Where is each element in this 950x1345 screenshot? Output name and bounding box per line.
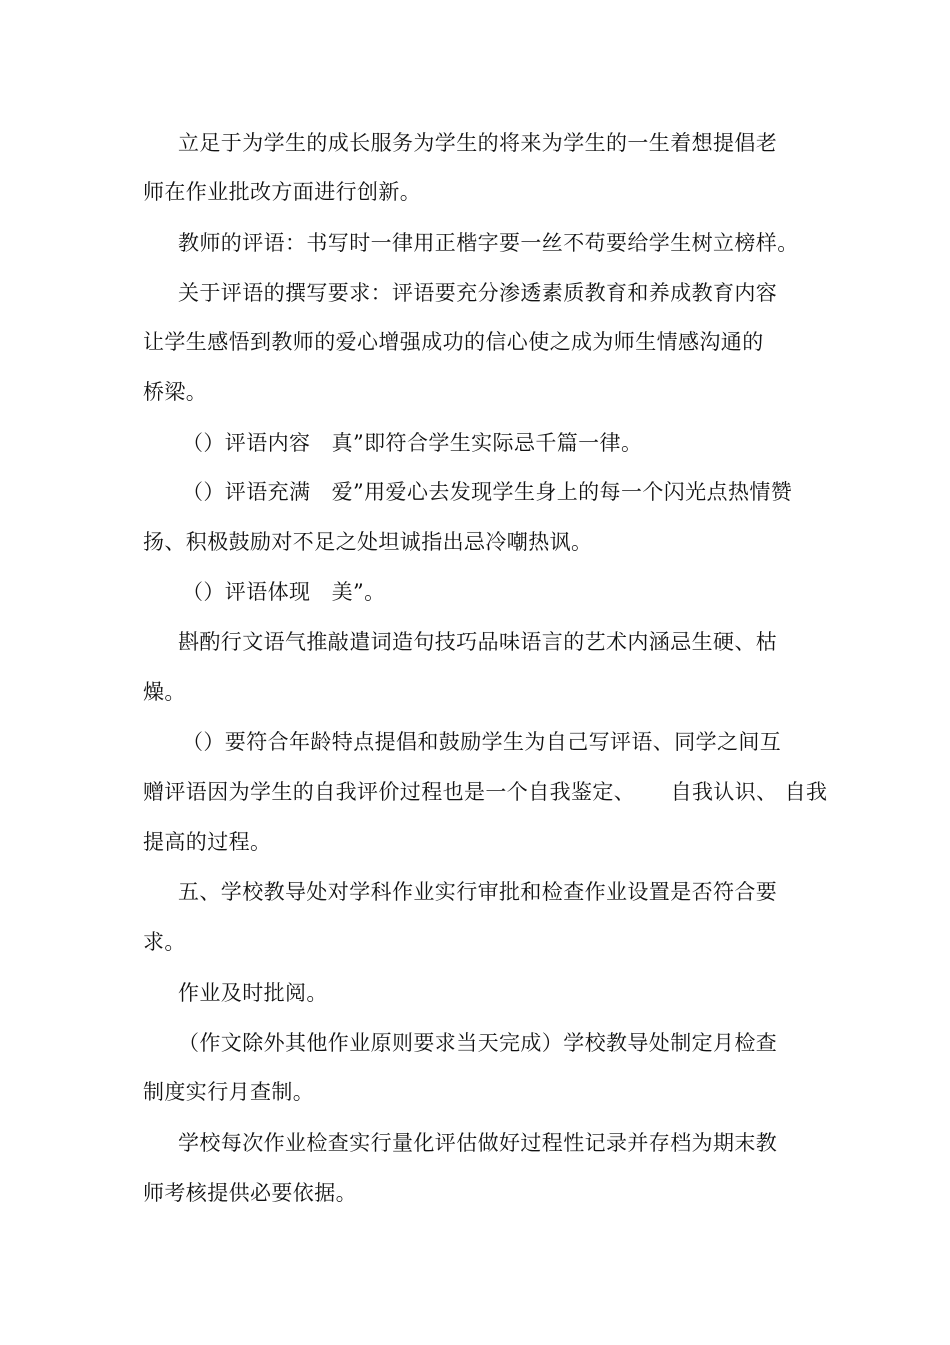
- text-line: 让学生感悟到教师的爱心增强成功的信心使之成为师生情感沟通的: [143, 330, 764, 354]
- text-line: 提高的过程。: [143, 830, 272, 854]
- text-line: 桥梁。: [143, 380, 208, 404]
- text-line: 师在作业批改方面进行创新。: [143, 180, 422, 204]
- text-line: 求。: [143, 930, 186, 954]
- text-line: （）评语体现 美”。: [182, 580, 386, 604]
- text-line: 制度实行月查制。: [143, 1080, 315, 1104]
- text-line: 作业及时批阅。: [178, 981, 328, 1005]
- text-line: 赠评语因为学生的自我评价过程也是一个自我鉴定、 自我认识、 自我: [143, 780, 828, 804]
- text-line: 教师的评语：书写时一律用正楷字要一丝不苟要给学生树立榜样。: [178, 231, 799, 255]
- text-line: 扬、积极鼓励对不足之处坦诚指出忌冷嘲热讽。: [143, 530, 593, 554]
- text-line: 学校每次作业检查实行量化评估做好过程性记录并存档为期末教: [178, 1131, 778, 1155]
- text-line: 关于评语的撰写要求：评语要充分渗透素质教育和养成教育内容: [178, 281, 778, 305]
- text-line: 师考核提供必要依据。: [143, 1181, 357, 1205]
- text-line: （作文除外其他作业原则要求当天完成）学校教导处制定月检查: [178, 1031, 778, 1055]
- text-line: （）评语充满 爱”用爱心去发现学生身上的每一个闪光点热情赞: [182, 480, 793, 504]
- text-line: 斟酌行文语气推敲遣词造句技巧品味语言的艺术内涵忌生硬、枯: [178, 630, 778, 654]
- text-line: 五、学校教导处对学科作业实行审批和检查作业设置是否符合要: [178, 880, 778, 904]
- text-line: （）评语内容 真”即符合学生实际忌千篇一律。: [182, 431, 643, 455]
- text-line: 燥。: [143, 680, 186, 704]
- text-line: 立足于为学生的成长服务为学生的将来为学生的一生着想提倡老: [178, 131, 778, 155]
- text-line: （）要符合年龄特点提倡和鼓励学生为自己写评语、同学之间互: [182, 730, 782, 754]
